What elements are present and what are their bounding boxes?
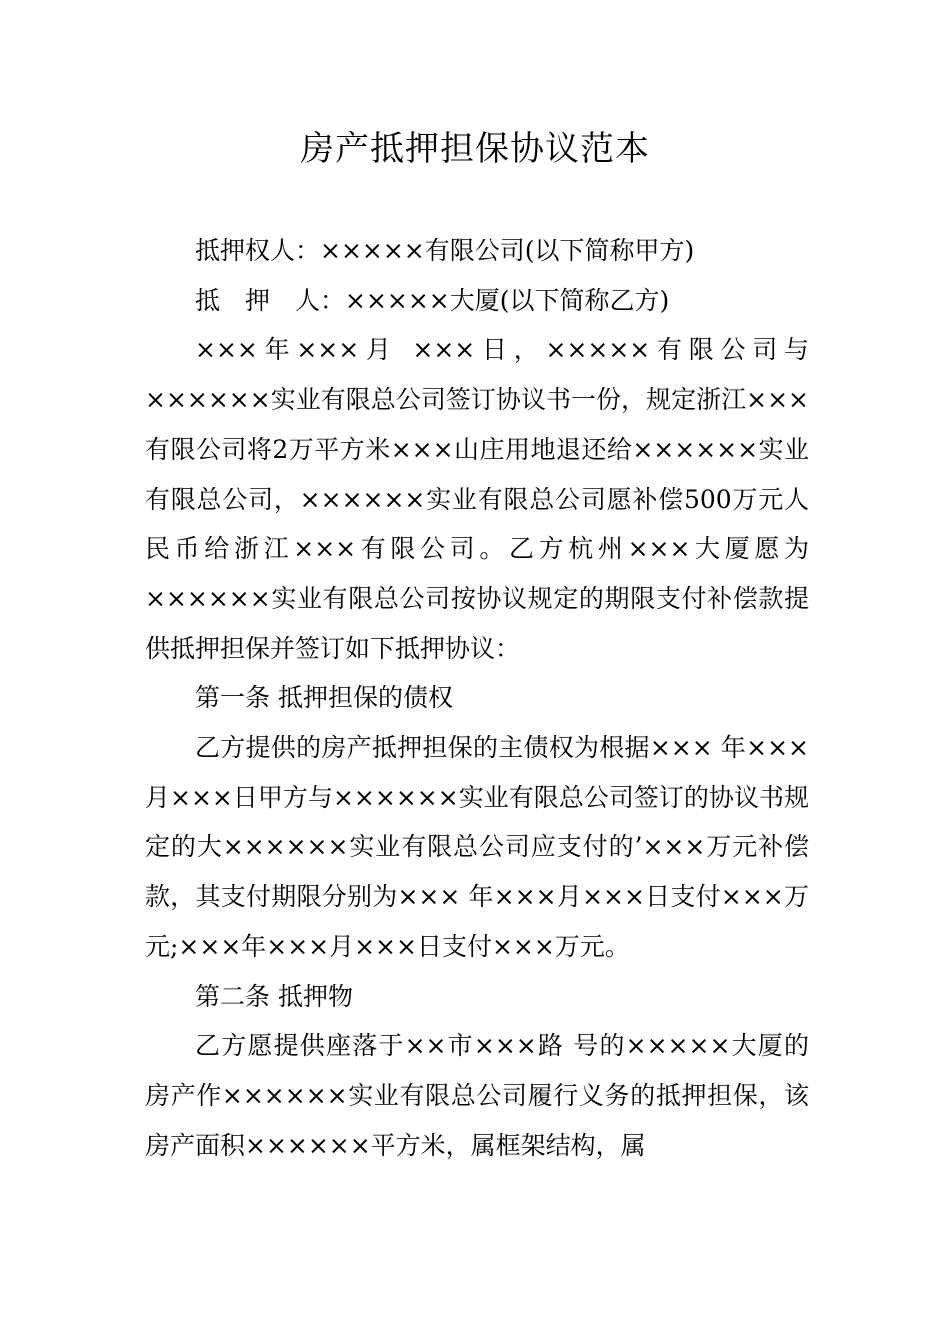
paragraph-article-2: 乙方愿提供座落于××市×××路 号的×××××大厦的房产作××××××实业有限总公司履行义务的抵押担保，该房产面积××××××平方米，属框架结构，属: [145, 1031, 809, 1160]
document-body: [145, 226, 809, 1170]
heading-article-1: 第一条 抵押担保的债权: [195, 683, 453, 713]
paragraph-article-1: 乙方提供的房产抵押担保的主债权为根据××× 年×××月×××日甲方与××××××实业有限总公司签订的协议书规定的大××××××实业有限总公司应支付的’×××万元补偿款，其支付期限分别为××× 年×××月×××日支付×××万元;×××年×××月×××日支付×××万元。: [145, 733, 809, 961]
heading-article-2: 第二条 抵押物: [195, 981, 353, 1011]
paragraph-preamble: ×××年×××月 ×××日，×××××有限公司与××××××实业有限总公司签订协议书一份，规定浙江×××有限公司将2万平方米×××山庄用地退还给××××××实业有限总公司，××××××实业有限总公司愿补偿500万元人民币给浙江×××有限公司。乙方杭州×××大厦愿为××××××实业有限总公司按协议规定的期限支付补偿款提供抵押担保并签订如下抵押协议：: [145, 335, 809, 663]
document-title: 房产抵押担保协议范本: [300, 129, 650, 169]
paragraph-mortgagee: 抵押权人：×××××有限公司(以下简称甲方): [195, 236, 695, 265]
paragraph-mortgagor: 抵 押 人：×××××大厦(以下简称乙方): [195, 285, 670, 315]
